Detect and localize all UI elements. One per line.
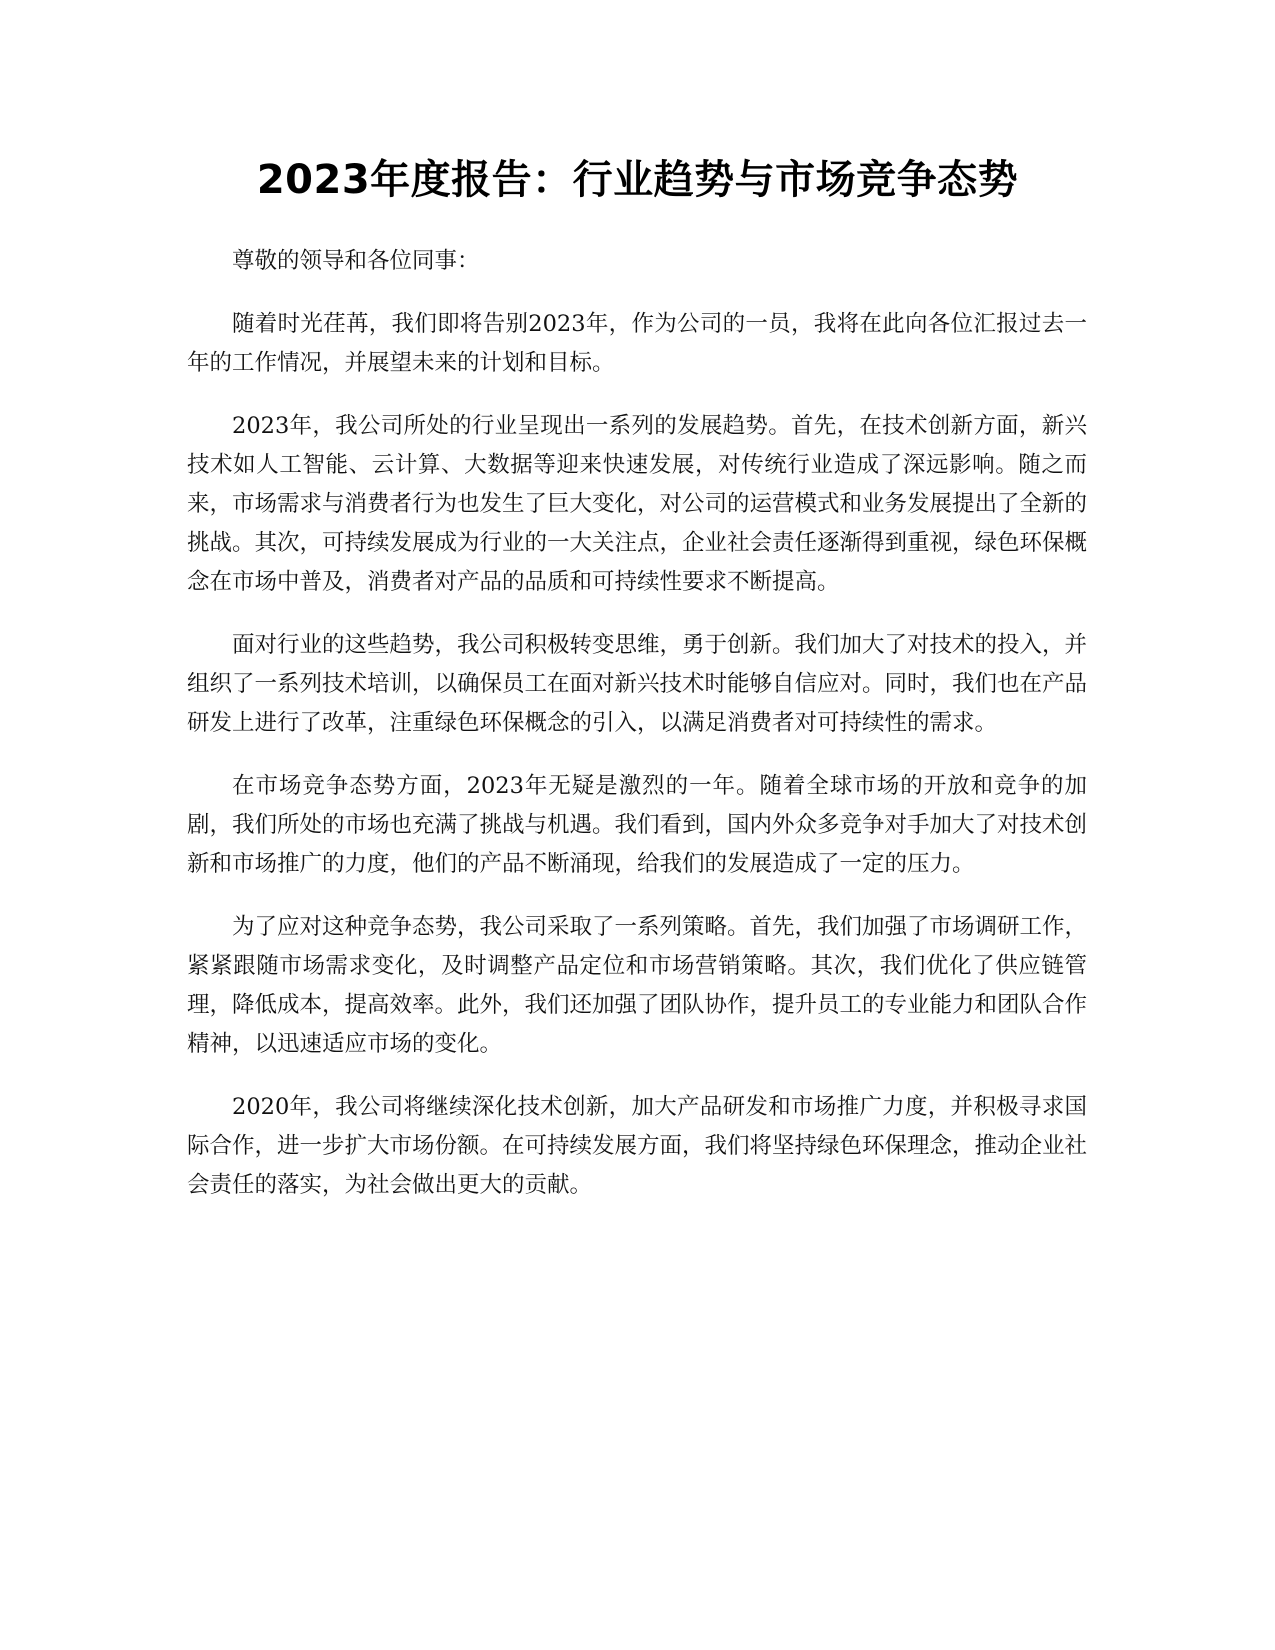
- paragraph-strategies: 为了应对这种竞争态势，我公司采取了一系列策略。首先，我们加强了市场调研工作，紧紧跟随市场需求变化，及时调整产品定位和市场营销策略。其次，我们优化了供应链管理，降低成本，提高效率。此外，我们还加强了团队协作，提升员工的专业能力和团队合作精神，以迅速适应市场的变化。: [187, 914, 1088, 1057]
- paragraph-market-competition: 在市场竞争态势方面，2023年无疑是激烈的一年。随着全球市场的开放和竞争的加剧，我们所处的市场也充满了挑战与机遇。我们看到，国内外众多竞争对手加大了对技术创新和市场推广的力度，他们的产品不断涌现，给我们的发展造成了一定的压力。: [187, 773, 1088, 877]
- document-title: 2023年度报告：行业趋势与市场竞争态势: [256, 157, 1019, 203]
- paragraph-intro: 随着时光荏苒，我们即将告别2023年，作为公司的一员，我将在此向各位汇报过去一年的工作情况，并展望未来的计划和目标。: [187, 311, 1087, 376]
- document-body: [187, 242, 1087, 1229]
- paragraph-outlook: 2020年，我公司将继续深化技术创新，加大产品研发和市场推广力度，并积极寻求国际合作，进一步扩大市场份额。在可持续发展方面，我们将坚持绿色环保理念，推动企业社会责任的落实，为社会做出更大的贡献。: [187, 1094, 1088, 1198]
- paragraph-company-response: 面对行业的这些趋势，我公司积极转变思维，勇于创新。我们加大了对技术的投入，并组织了一系列技术培训，以确保员工在面对新兴技术时能够自信应对。同时，我们也在产品研发上进行了改革，注重绿色环保概念的引入，以满足消费者对可持续性的需求。: [187, 632, 1088, 736]
- paragraph-salutation: 尊敬的领导和各位同事：: [232, 248, 480, 274]
- paragraph-industry-trends: 2023年，我公司所处的行业呈现出一系列的发展趋势。首先，在技术创新方面，新兴技术如人工智能、云计算、大数据等迎来快速发展，对传统行业造成了深远影响。随之而来，市场需求与消费者行为也发生了巨大变化，对公司的运营模式和业务发展提出了全新的挑战。其次，可持续发展成为行业的一大关注点，企业社会责任逐渐得到重视，绿色环保概念在市场中普及，消费者对产品的品质和可持续性要求不断提高。: [187, 413, 1088, 595]
